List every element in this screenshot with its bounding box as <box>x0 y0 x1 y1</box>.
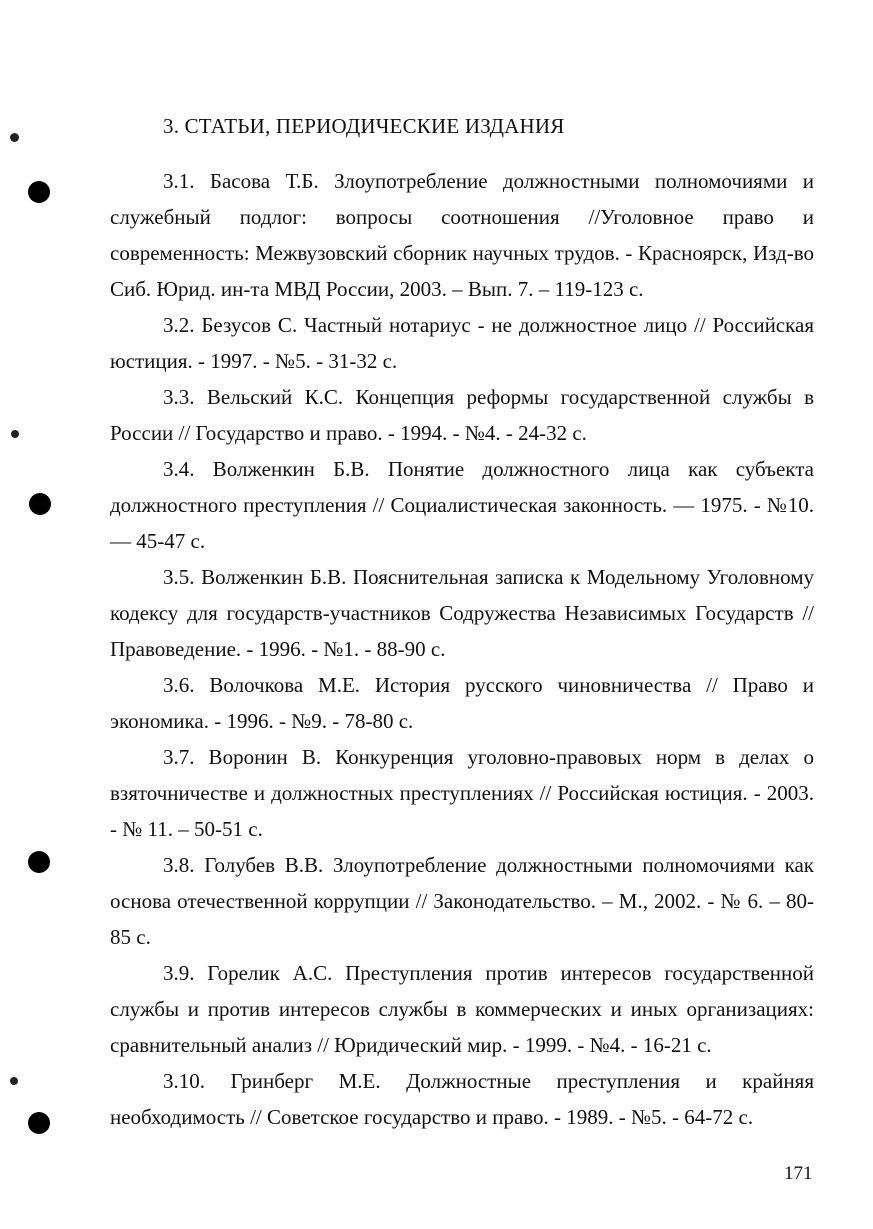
bibliography-list <box>110 163 814 1135</box>
bibliography-entry: 3.5. Волженкин Б.В. Пояснительная записка к Модельному Уголовному кодексу для государств-участников Содружества Независимых Государств // Правоведение. - 1996. - №1. - 88-90 с. <box>110 565 814 661</box>
scan-mark <box>11 430 19 438</box>
punch-hole <box>28 851 50 873</box>
bibliography-entry: 3.4. Волженкин Б.В. Понятие должностного лица как субъекта должностного преступления // Социалистическая законность. — 1975. - №10. — 45-47 с. <box>110 457 814 553</box>
page-number: 171 <box>784 1163 813 1184</box>
bibliography-entry: 3.10. Гринберг М.Е. Должностные преступления и крайняя необходимость // Советское государство и право. - 1989. - №5. - 64-72 с. <box>110 1069 814 1129</box>
section-heading: 3. СТАТЬИ, ПЕРИОДИЧЕСКИЕ ИЗДАНИЯ <box>163 114 565 138</box>
punch-hole <box>28 1112 50 1134</box>
bibliography-entry: 3.3. Вельский К.С. Концепция реформы государственной службы в России // Государство и право. - 1994. - №4. - 24-32 с. <box>110 385 814 445</box>
bibliography-entry: 3.8. Голубев В.В. Злоупотребление должностными полномочиями как основа отечественной коррупции // Законодательство. – М., 2002. - № 6. – 80-85 с. <box>110 853 814 949</box>
bibliography-entry: 3.6. Волочкова М.Е. История русского чиновничества // Право и экономика. - 1996. - №9. - 78-80 с. <box>110 673 814 733</box>
bibliography-entry: 3.1. Басова Т.Б. Злоупотребление должностными полномочиями и служебный подлог: вопросы соотношения //Уголовное право и современность: Межвузовский сборник научных трудов. - Красноярск, Изд-во Сиб. Юрид. ин-та МВД России, 2003. – Вып. 7. – 119-123 с. <box>110 169 814 301</box>
bibliography-entry: 3.9. Горелик А.С. Преступления против интересов государственной службы и против интересов службы в коммерческих и иных организациях: сравнительный анализ // Юридический мир. - 1999. - №4. - 16-21 с. <box>110 961 814 1057</box>
bibliography-entry: 3.2. Безусов С. Частный нотариус - не должностное лицо // Российская юстиция. - 1997. - №5. - 31-32 с. <box>110 313 814 373</box>
punch-hole <box>28 181 50 203</box>
scan-mark <box>10 1077 18 1085</box>
bibliography-entry: 3.7. Воронин В. Конкуренция уголовно-правовых норм в делах о взяточничестве и должностных преступлениях // Российская юстиция. - 2003. - № 11. – 50-51 с. <box>110 745 814 841</box>
punch-hole <box>29 493 51 515</box>
scan-mark <box>10 133 19 142</box>
